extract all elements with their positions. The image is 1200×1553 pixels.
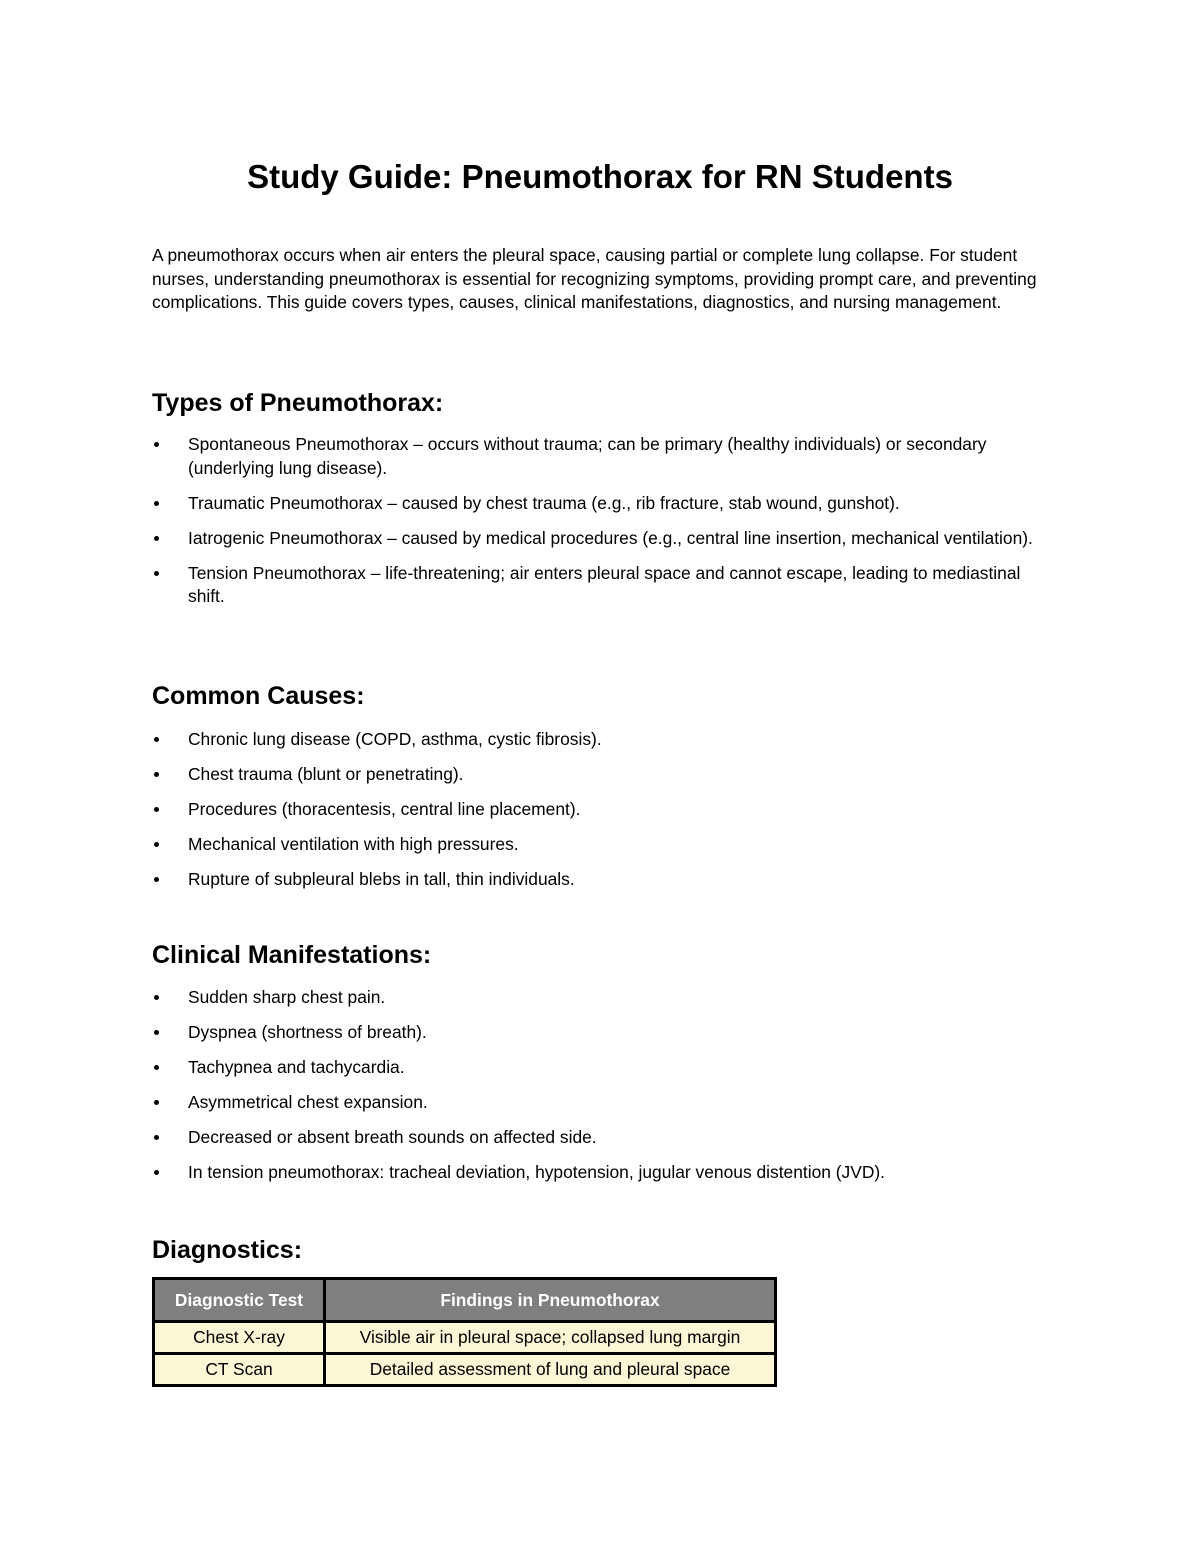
table-row bbox=[154, 1322, 776, 1354]
list-item bbox=[152, 986, 1042, 1010]
page-title: Study Guide: Pneumothorax for RN Students bbox=[247, 158, 953, 195]
list-item-text: Dyspnea (shortness of breath). bbox=[188, 1022, 427, 1042]
table-header-cell: Findings in Pneumothorax bbox=[325, 1279, 776, 1322]
bullet-icon bbox=[154, 501, 159, 506]
list-item-text: Asymmetrical chest expansion. bbox=[188, 1092, 428, 1112]
list-item-text: Rupture of subpleural blebs in tall, thin individuals. bbox=[188, 869, 575, 889]
manifestations-heading: Clinical Manifestations: bbox=[152, 941, 432, 969]
list-item bbox=[152, 1126, 1042, 1150]
intro-paragraph: A pneumothorax occurs when air enters the pleural space, causing partial or complete lung collapse. For student nurses, understanding pneumothorax is essential for recognizing symptoms, providing prompt care, and preventing complications. This guide covers types, causes, clinical manifestations, diagnostics, and nursing management. bbox=[152, 245, 1037, 312]
list-item-text: Procedures (thoracentesis, central line placement). bbox=[188, 799, 581, 819]
table-cell: Visible air in pleural space; collapsed lung margin bbox=[325, 1322, 776, 1354]
bullet-icon bbox=[154, 842, 159, 847]
list-item bbox=[152, 1021, 1042, 1045]
list-item-text: Iatrogenic Pneumothorax – caused by medical procedures (e.g., central line insertion, mechanical ventilation). bbox=[188, 527, 1033, 548]
list-item-text: Traumatic Pneumothorax – caused by chest trauma (e.g., rib fracture, stab wound, gunshot). bbox=[188, 492, 900, 513]
diagnostics-table bbox=[152, 1277, 777, 1387]
list-item bbox=[152, 1091, 1042, 1115]
bullet-icon bbox=[154, 737, 159, 742]
bullet-icon bbox=[154, 995, 159, 1000]
list-item-text: Mechanical ventilation with high pressures. bbox=[188, 834, 519, 854]
list-item bbox=[152, 492, 1042, 516]
bullet-icon bbox=[154, 442, 159, 447]
list-item bbox=[152, 433, 1042, 480]
list-item bbox=[152, 527, 1042, 551]
bullet-icon bbox=[154, 536, 159, 541]
bullet-icon bbox=[154, 1135, 159, 1140]
list-item bbox=[152, 728, 1042, 752]
bullet-icon bbox=[154, 807, 159, 812]
list-item bbox=[152, 562, 1042, 609]
table-cell: Chest X-ray bbox=[154, 1322, 325, 1354]
list-item bbox=[152, 833, 1042, 857]
list-item-text: Tension Pneumothorax – life-threatening; air enters pleural space and cannot escape, leading to mediastinal shift. bbox=[188, 562, 1021, 606]
list-item-text: Decreased or absent breath sounds on affected side. bbox=[188, 1127, 597, 1147]
types-list bbox=[152, 433, 1042, 620]
diagnostics-heading: Diagnostics: bbox=[152, 1236, 303, 1264]
table-header-cell: Diagnostic Test bbox=[154, 1279, 325, 1322]
causes-list bbox=[152, 728, 1042, 903]
list-item-text: Chest trauma (blunt or penetrating). bbox=[188, 764, 464, 784]
list-item-text: Spontaneous Pneumothorax – occurs without trauma; can be primary (healthy individuals) or secondary (underlying lung disease). bbox=[188, 434, 987, 478]
list-item-text: Sudden sharp chest pain. bbox=[188, 987, 386, 1007]
table-row bbox=[154, 1354, 776, 1386]
bullet-icon bbox=[154, 1065, 159, 1070]
table-cell: Detailed assessment of lung and pleural space bbox=[325, 1354, 776, 1386]
causes-heading: Common Causes: bbox=[152, 682, 365, 710]
bullet-icon bbox=[154, 1030, 159, 1035]
bullet-icon bbox=[154, 772, 159, 777]
list-item-text: In tension pneumothorax: tracheal deviation, hypotension, jugular venous distention (JVD). bbox=[188, 1162, 886, 1182]
list-item bbox=[152, 763, 1042, 787]
list-item bbox=[152, 868, 1042, 892]
list-item bbox=[152, 798, 1042, 822]
list-item bbox=[152, 1161, 1042, 1185]
bullet-icon bbox=[154, 1170, 159, 1175]
bullet-icon bbox=[154, 1100, 159, 1105]
bullet-icon bbox=[154, 877, 159, 882]
types-heading: Types of Pneumothorax: bbox=[152, 389, 444, 417]
table-cell: CT Scan bbox=[154, 1354, 325, 1386]
list-item-text: Chronic lung disease (COPD, asthma, cystic fibrosis). bbox=[188, 729, 602, 749]
table-header-row bbox=[154, 1279, 776, 1322]
manifestations-list bbox=[152, 986, 1042, 1196]
list-item bbox=[152, 1056, 1042, 1080]
list-item-text: Tachypnea and tachycardia. bbox=[188, 1057, 405, 1077]
bullet-icon bbox=[154, 571, 159, 576]
